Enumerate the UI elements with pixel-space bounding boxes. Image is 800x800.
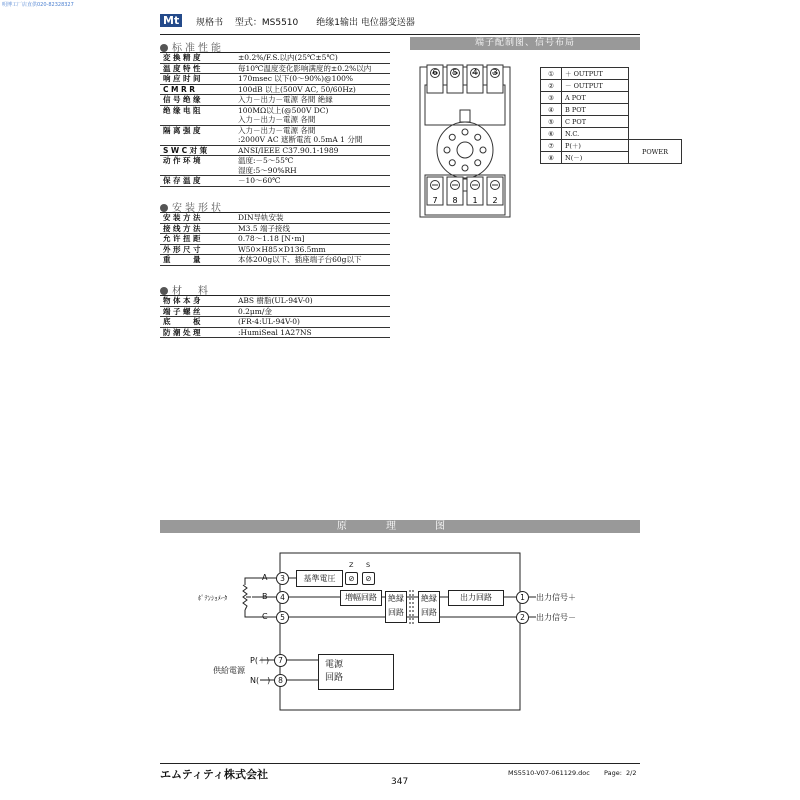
terminal-section-title: 端子配制图、信号布局: [410, 37, 640, 50]
section-title-installation: 安装形状: [160, 199, 390, 211]
legend-label: N(－): [562, 152, 629, 164]
reference-voltage-block: 基準電圧: [296, 570, 343, 587]
spec-key: 重 量: [163, 255, 203, 264]
legend-number: ⑤: [541, 116, 562, 128]
spec-key: 変換精度: [163, 53, 203, 62]
spec-key: 保存温度: [163, 176, 203, 185]
legend-label: P(＋): [562, 140, 629, 152]
legend-label: B POT: [562, 104, 629, 116]
terminal-4-marker: 4: [276, 591, 289, 604]
spec-key: 安装方法: [163, 213, 203, 222]
section-title-materials: 材 料: [160, 282, 390, 294]
legend-label: A POT: [562, 92, 629, 104]
spec-key: 物体本身: [163, 296, 203, 305]
terminal-2-marker: 2: [516, 611, 529, 624]
power-circuit-block: [318, 654, 394, 690]
section-title-performance: 标准性能: [160, 39, 390, 51]
terminal-number: 6: [432, 68, 438, 77]
legend-number: ⑧: [541, 152, 562, 164]
terminal-number: 2: [492, 196, 498, 205]
terminal-number: 5: [452, 68, 458, 77]
spec-value: 100dB 以上(500V AC, 50/60Hz): [238, 84, 356, 94]
spec-value: ±0.2%/F.S.以内(25℃±5℃): [238, 53, 338, 62]
spec-value: ANSI/IEEE C37.90.1-1989: [238, 145, 339, 155]
legend-number: ⑦: [541, 140, 562, 152]
output-minus-label: 出力信号－: [536, 613, 576, 622]
spec-key: 防潮处理: [163, 327, 203, 337]
spec-key: 接线方法: [163, 223, 203, 233]
legend-label: － OUTPUT: [562, 80, 629, 92]
zero-adjust-icon: ⊘: [345, 572, 358, 585]
terminal-3-marker: 3: [276, 572, 289, 585]
document-title: 规格书 型式：MS5510 绝缘1输出 电位器变送器: [196, 18, 415, 28]
terminal-8-marker: 8: [274, 674, 287, 687]
page-number: 347: [391, 777, 409, 787]
terminal-number: 3: [492, 68, 498, 77]
spec-value: 0.78～1.18 [N･m]: [238, 234, 305, 243]
spec-key: 底 板: [163, 317, 203, 326]
spec-key: 端子螺丝: [163, 306, 203, 316]
spec-value: －10～60℃: [238, 176, 281, 185]
zero-adjust-label: Z: [349, 561, 354, 569]
terminal-p-label: P(＋): [250, 656, 270, 665]
legend-label: N.C.: [562, 128, 629, 140]
isolation-block-1: 絶縁 回路: [385, 591, 407, 623]
spec-key: 隔离强度: [163, 125, 203, 135]
terminal-5-marker: 5: [276, 611, 289, 624]
spec-key: 温度特性: [163, 63, 203, 73]
span-adjust-label: S: [366, 561, 371, 569]
spec-key: CMRR: [163, 84, 198, 94]
terminal-number: 4: [472, 68, 478, 77]
potentiometer-label: ﾎﾟﾃﾝｼｮﾒｰﾀ: [198, 594, 228, 602]
span-adjust-icon: ⊘: [362, 572, 375, 585]
legend-power-label: POWER: [629, 140, 682, 164]
spec-value: 0.2μm/金: [238, 306, 272, 316]
spec-value: DIN导轨安装: [238, 213, 284, 222]
spec-value: W50×H85×D136.5mm: [238, 244, 326, 254]
spec-key: 允许扭距: [163, 234, 203, 243]
footer-company: エムティティ株式会社: [160, 768, 269, 781]
terminal-number: 8: [452, 196, 458, 205]
amplifier-block: 増幅回路: [340, 590, 382, 606]
legend-number: ⑥: [541, 128, 562, 140]
spec-key: 信号绝缘: [163, 95, 203, 104]
spec-value: 毎10℃温度変化影响满度的±0.2%以内: [238, 63, 372, 73]
spec-value: 本体200g以下、插座端子台60g以下: [238, 255, 362, 264]
terminal-b-label: B: [262, 592, 268, 601]
isolation-block-2: 絶縁 回路: [418, 591, 440, 623]
footer-page: 2/2: [626, 769, 637, 777]
spec-value: 入力－出力－電源 各間 絶縁: [238, 95, 333, 104]
company-logo: Mt: [160, 14, 182, 27]
footer-divider: [160, 763, 640, 764]
spec-value: 入力－出力－電源 各間 :2000V AC 遮断電流 0.5mA 1 分間: [238, 125, 363, 144]
legend-number: ④: [541, 104, 562, 116]
spec-value: (FR-4:UL-94V-0): [238, 317, 300, 326]
terminal-7-marker: 7: [274, 654, 287, 667]
supply-label: 供給電源: [213, 666, 245, 675]
terminal-number: 7: [432, 196, 438, 205]
output-circuit-block: 出力回路: [448, 590, 504, 606]
spec-value: 170msec 以下(0～90%)@100%: [238, 74, 354, 83]
legend-number: ③: [541, 92, 562, 104]
terminal-number: 1: [472, 196, 478, 205]
spec-key: 外形尺寸: [163, 244, 203, 254]
spec-key: 绝缘电阻: [163, 105, 203, 115]
power-circuit-label: 電源 回路: [325, 660, 344, 683]
spec-value: M3.5 端子接线: [238, 223, 290, 233]
terminal-c-label: C: [262, 612, 268, 621]
terminal-a-label: A: [262, 573, 268, 582]
terminal-n-label: N(－): [250, 676, 271, 685]
spec-value: :HumiSeal 1A27NS: [238, 327, 312, 337]
footer-page-label: Page:: [604, 769, 622, 777]
spec-key: 动作环境: [163, 156, 203, 165]
watermark: 明博工厂店直供020-82328327: [2, 2, 74, 8]
legend-label: C POT: [562, 116, 629, 128]
schematic-section-title: 原 理 图: [160, 520, 640, 533]
legend-label: ＋ OUTPUT: [562, 68, 629, 80]
footer-docname: MS5510-V07-061129.doc: [508, 769, 590, 777]
spec-value: 温度:－5～55℃ 湿度:5～90%RH: [238, 156, 297, 175]
terminal-1-marker: 1: [516, 591, 529, 604]
spec-key: SWC对策: [163, 145, 210, 155]
spec-value: ABS 樹脂(UL-94V-0): [238, 296, 313, 305]
output-plus-label: 出力信号＋: [536, 593, 576, 602]
spec-key: 响应时间: [163, 74, 203, 83]
legend-number: ①: [541, 68, 562, 80]
spec-value: 100MΩ以上(@500V DC) 入力－出力－電源 各間: [238, 105, 329, 124]
legend-number: ②: [541, 80, 562, 92]
